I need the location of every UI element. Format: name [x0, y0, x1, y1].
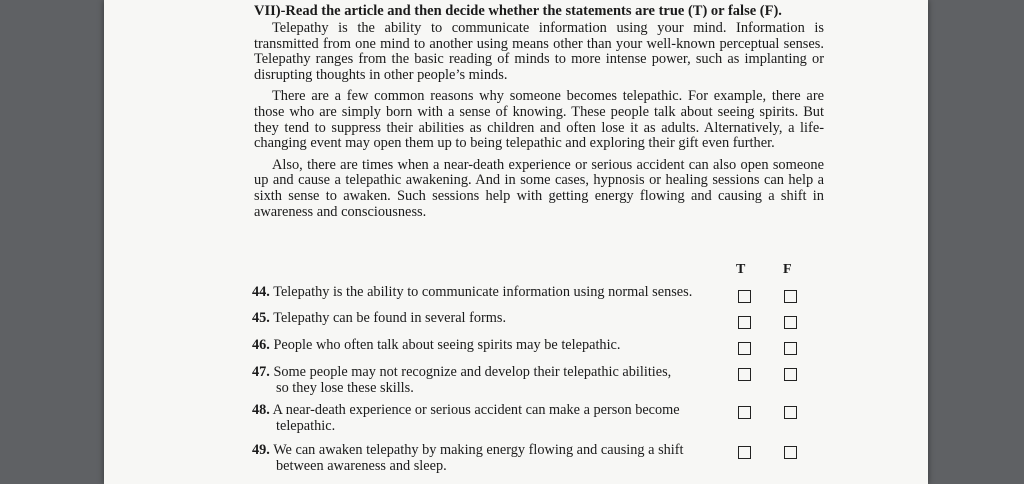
checkbox-48-true[interactable]: [738, 406, 751, 419]
checkbox-49-true[interactable]: [738, 446, 751, 459]
checkbox-45-false[interactable]: [784, 316, 797, 329]
question-44: [252, 285, 722, 301]
paragraph-2: There are a few common reasons why someone becomes telepathic. For example, there are those who are simply born with a sense of knowing. These people talk about seeing spirits. But they tend to suppress their abilities as children and often lose it as adults. Alternatively, a life-changing event may open them up to being telepathic and exploring their gift even further.: [254, 88, 824, 152]
section-heading: VII)-Read the article and then decide whether the statements are true (T) or false (F).: [254, 3, 782, 19]
checkbox-47-false[interactable]: [784, 368, 797, 381]
checkbox-44-false[interactable]: [784, 290, 797, 303]
question-text: Telepathy can be found in several forms.: [273, 310, 507, 326]
paragraph-1: Telepathy is the ability to communicate information using your mind. Information is transmitted from one mind to another using means other than your well-known perceptual senses. Telepathy ranges from the basic reading of minds to more intense power, such as implanting or disrupting thoughts in other people’s minds.: [254, 20, 824, 83]
question-49: [252, 443, 722, 474]
question-number: 46.: [252, 337, 270, 353]
question-text: People who often talk about seeing spirits may be telepathic.: [273, 337, 621, 353]
question-text-continued: so they lose these skills.: [276, 379, 414, 396]
document-page: [104, 0, 928, 484]
question-45: [252, 311, 722, 327]
checkbox-46-false[interactable]: [784, 342, 797, 355]
question-text: We can awaken telepathy by making energy flowing and causing a shift: [273, 442, 684, 458]
paragraph-3: Also, there are times when a near-death experience or serious accident can also open someone up and cause a telepathic awakening. And in some cases, hypnosis or healing sessions can help a sixth sense to awaken. Such sessions help with getting energy flowing and causing a shift in awareness and consciousness.: [254, 156, 824, 220]
question-text-continued: telepathic.: [276, 417, 336, 434]
question-number: 48.: [252, 402, 270, 418]
question-number: 49.: [252, 442, 270, 458]
question-47: [252, 365, 722, 396]
column-header-true: T: [736, 262, 746, 277]
question-46: [252, 338, 722, 354]
checkbox-44-true[interactable]: [738, 290, 751, 303]
checkbox-48-false[interactable]: [784, 406, 797, 419]
checkbox-46-true[interactable]: [738, 342, 751, 355]
question-text: Telepathy is the ability to communicate information using normal senses.: [273, 284, 693, 300]
question-number: 44.: [252, 284, 270, 300]
question-text: Some people may not recognize and develop their telepathic abilities,: [273, 364, 672, 380]
checkbox-49-false[interactable]: [784, 446, 797, 459]
question-number: 47.: [252, 364, 270, 380]
column-header-false: F: [783, 262, 792, 277]
article-content: [254, 2, 824, 226]
checkbox-47-true[interactable]: [738, 368, 751, 381]
question-text-continued: between awareness and sleep.: [276, 457, 447, 474]
question-text: A near-death experience or serious accident can make a person become: [272, 402, 680, 418]
question-48: [252, 403, 722, 434]
checkbox-45-true[interactable]: [738, 316, 751, 329]
question-number: 45.: [252, 310, 270, 326]
